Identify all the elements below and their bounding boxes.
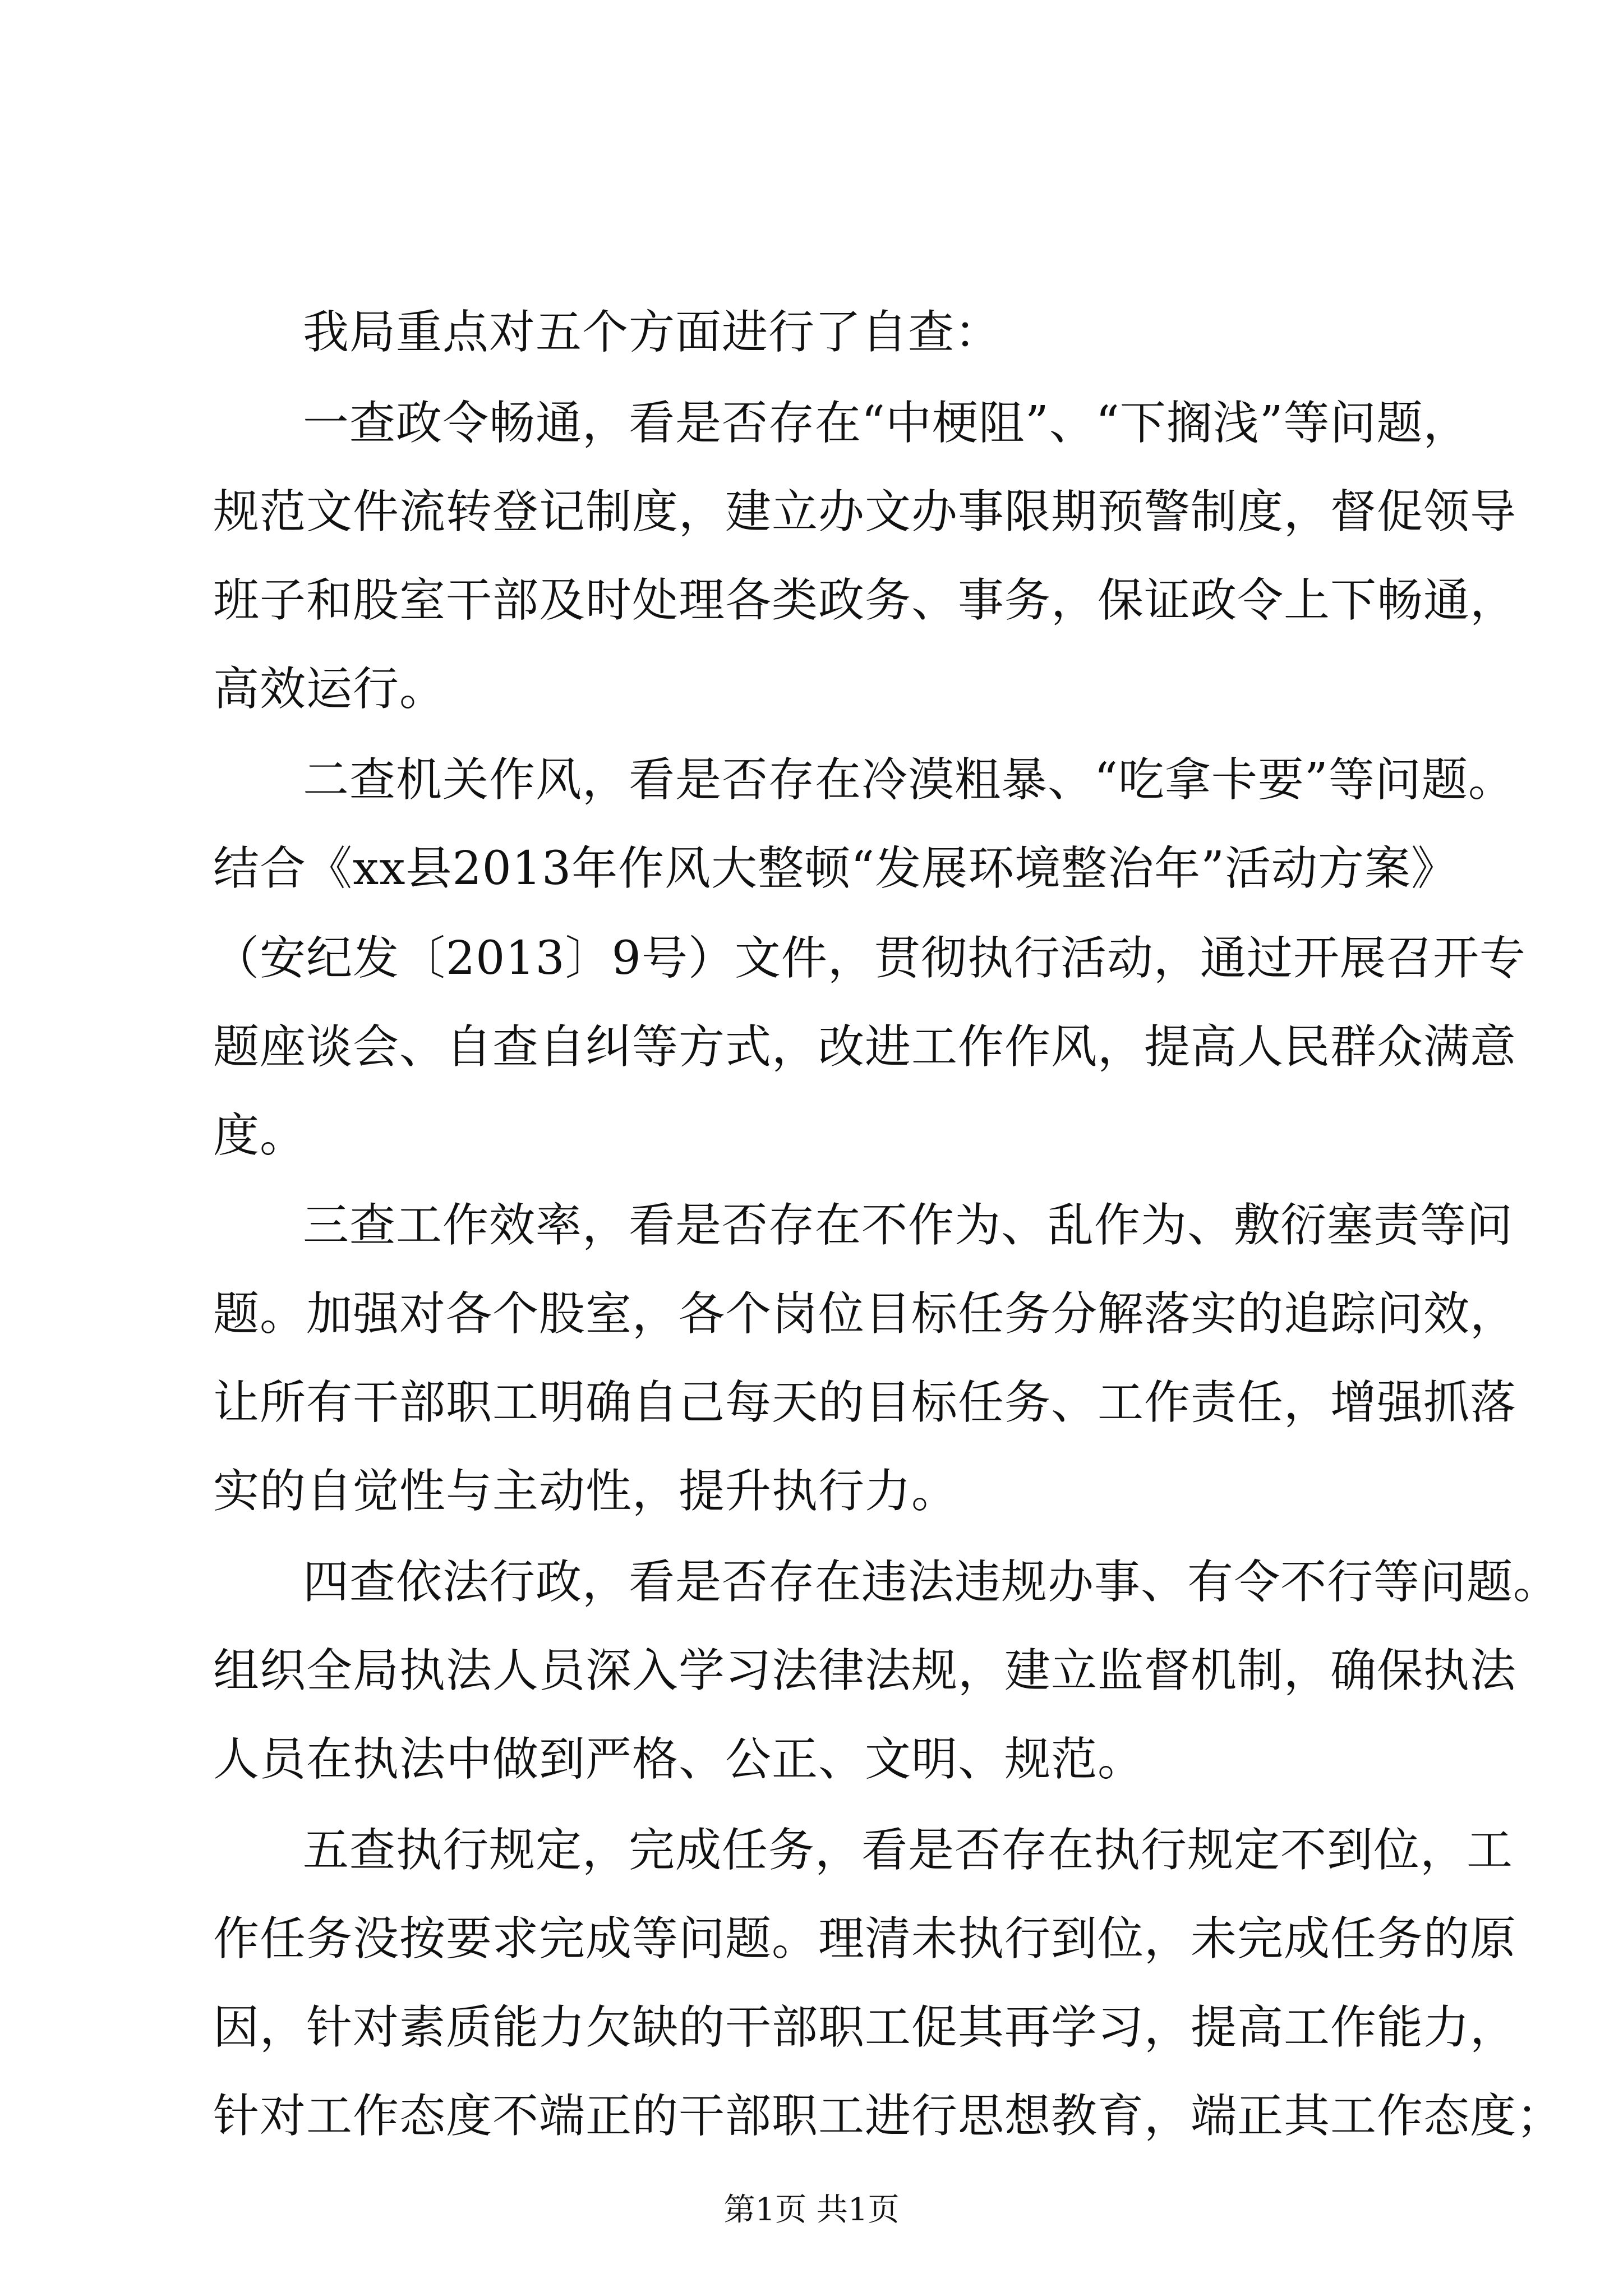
text-line-2-3: （安纪发〔2013〕9号）文件，贯彻执行活动，通过开展召开专: [213, 932, 1526, 985]
text-line-4-3: 人员在执法中做到严格、公正、文明、规范。: [213, 1733, 1145, 1786]
text-line-3-3: 让所有干部职工明确自己每天的目标任务、工作责任，增强抓落: [213, 1376, 1517, 1429]
text-line-intro: 我局重点对五个方面进行了自查：: [303, 306, 1002, 359]
text-line-2-4: 题座谈会、自查自纠等方式，改进工作作风，提高人民群众满意: [213, 1020, 1517, 1074]
text-line-5-4: 针对工作态度不端正的干部职工进行思想教育，端正其工作态度；: [213, 2090, 1564, 2143]
text-line-3-1: 三查工作效率，看是否存在不作为、乱作为、敷衍塞责等问: [303, 1199, 1514, 1252]
page-footer: 第1页 共1页: [723, 2192, 900, 2228]
text-line-1-1: 一查政令畅通，看是否存在“中梗阻”、“下搁浅”等问题，: [303, 397, 1470, 450]
text-line-5-3: 因，针对素质能力欠缺的干部职工促其再学习，提高工作能力，: [213, 2001, 1517, 2054]
text-line-2-5: 度。: [213, 1109, 307, 1162]
text-line-1-3: 班子和股室干部及时处理各类政务、事务，保证政令上下畅通，: [213, 574, 1517, 627]
text-line-2-1: 二查机关作风，看是否存在冷漠粗暴、“吃拿卡要”等问题。: [303, 753, 1515, 807]
text-line-3-4: 实的自觉性与主动性，提升执行力。: [213, 1465, 958, 1518]
text-line-5-2: 作任务没按要求完成等问题。理清未执行到位，未完成任务的原: [213, 1912, 1517, 1966]
text-line-1-2: 规范文件流转登记制度，建立办文办事限期预警制度，督促领导: [213, 485, 1517, 539]
text-line-2-2: 结合《xx县2013年作风大整顿“发展环境整治年”活动方案》: [213, 842, 1458, 895]
text-line-4-2: 组织全局执法人员深入学习法律法规，建立监督机制，确保执法: [213, 1644, 1517, 1697]
text-line-1-4: 高效运行。: [213, 662, 446, 716]
text-line-3-2: 题。加强对各个股室，各个岗位目标任务分解落实的追踪问效，: [213, 1287, 1517, 1341]
text-line-5-1: 五查执行规定，完成任务，看是否存在执行规定不到位，工: [303, 1824, 1514, 1877]
text-line-4-1: 四查依法行政，看是否存在违法违规办事、有令不行等问题。: [303, 1556, 1560, 1609]
